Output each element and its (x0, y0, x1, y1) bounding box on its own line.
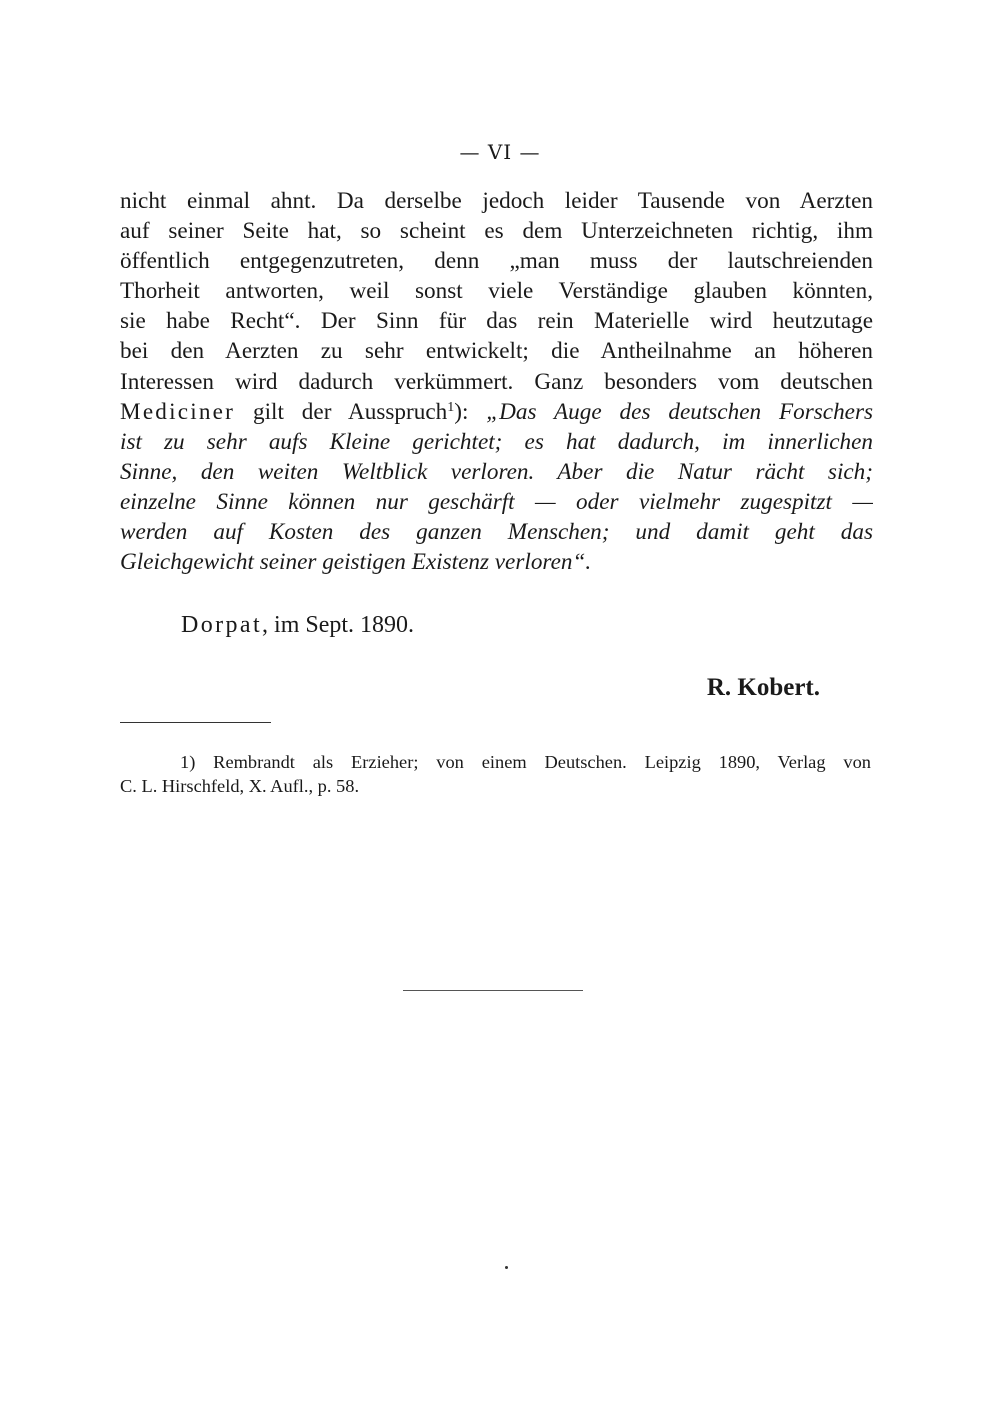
footnote-line: C. L. Hirschfeld, X. Aufl., p. 58. (120, 776, 360, 796)
quote-line: ist zu sehr aufs Kleine gerichtet; es hat dadurch, im innerlichen (120, 428, 873, 455)
text-line: nicht einmal ahnt. Da derselbe jedoch leider Tausende von Aerzten (120, 188, 873, 214)
end-divider (403, 990, 583, 991)
place: Dorpat (181, 612, 263, 638)
text-line: auf seiner Seite hat, so scheint es dem Unterzeichneten richtig, ihm (120, 218, 873, 245)
page-number: — VI — (459, 140, 541, 164)
footnote-divider (120, 722, 271, 723)
quote-line: werden auf Kosten des ganzen Menschen; und damit geht das (120, 519, 873, 546)
footnote-reference: 1 (447, 399, 455, 415)
text-line: sie habe Recht“. Der Sinn für das rein Materielle wird heutzutage (120, 308, 873, 335)
text-line: Thorheit antworten, weil sonst viele Verständige glauben könnten, (120, 278, 873, 305)
footnote-line: 1) Rembrandt als Erzieher; von einem Deutschen. Leipzig 1890, Verlag von (180, 752, 871, 772)
quote-line: einzelne Sinne können nur geschärft — oder vielmehr zugespitzt — (120, 488, 873, 515)
spaced-word: Mediciner (120, 398, 236, 425)
text-segment: gilt der Ausspruch (235, 398, 448, 425)
text-line: Interessen wird dadurch verkümmert. Ganz besonders vom deutschen (120, 368, 873, 395)
quote-line: Gleichgewicht seiner geistigen Existenz verloren“. (120, 549, 592, 576)
quote-line: Sinne, den weiten Weltblick verloren. Aber die Natur rächt sich; (120, 458, 873, 485)
text-segment: ): (454, 398, 469, 425)
body-paragraph (120, 186, 873, 577)
place-date (181, 612, 414, 639)
quote-segment: „Das Auge des deutschen Forschers (468, 398, 873, 425)
print-speck (505, 1266, 508, 1269)
text-line: öffentlich entgegenzutreten, denn „man muss der lautschreienden (120, 248, 873, 275)
text-line: bei den Aerzten zu sehr entwickelt; die Antheilnahme an höheren (120, 338, 873, 365)
date: , im Sept. 1890. (262, 612, 415, 638)
signature: R. Kobert. (706, 674, 820, 701)
text-line (120, 397, 873, 427)
footnote (120, 750, 871, 798)
